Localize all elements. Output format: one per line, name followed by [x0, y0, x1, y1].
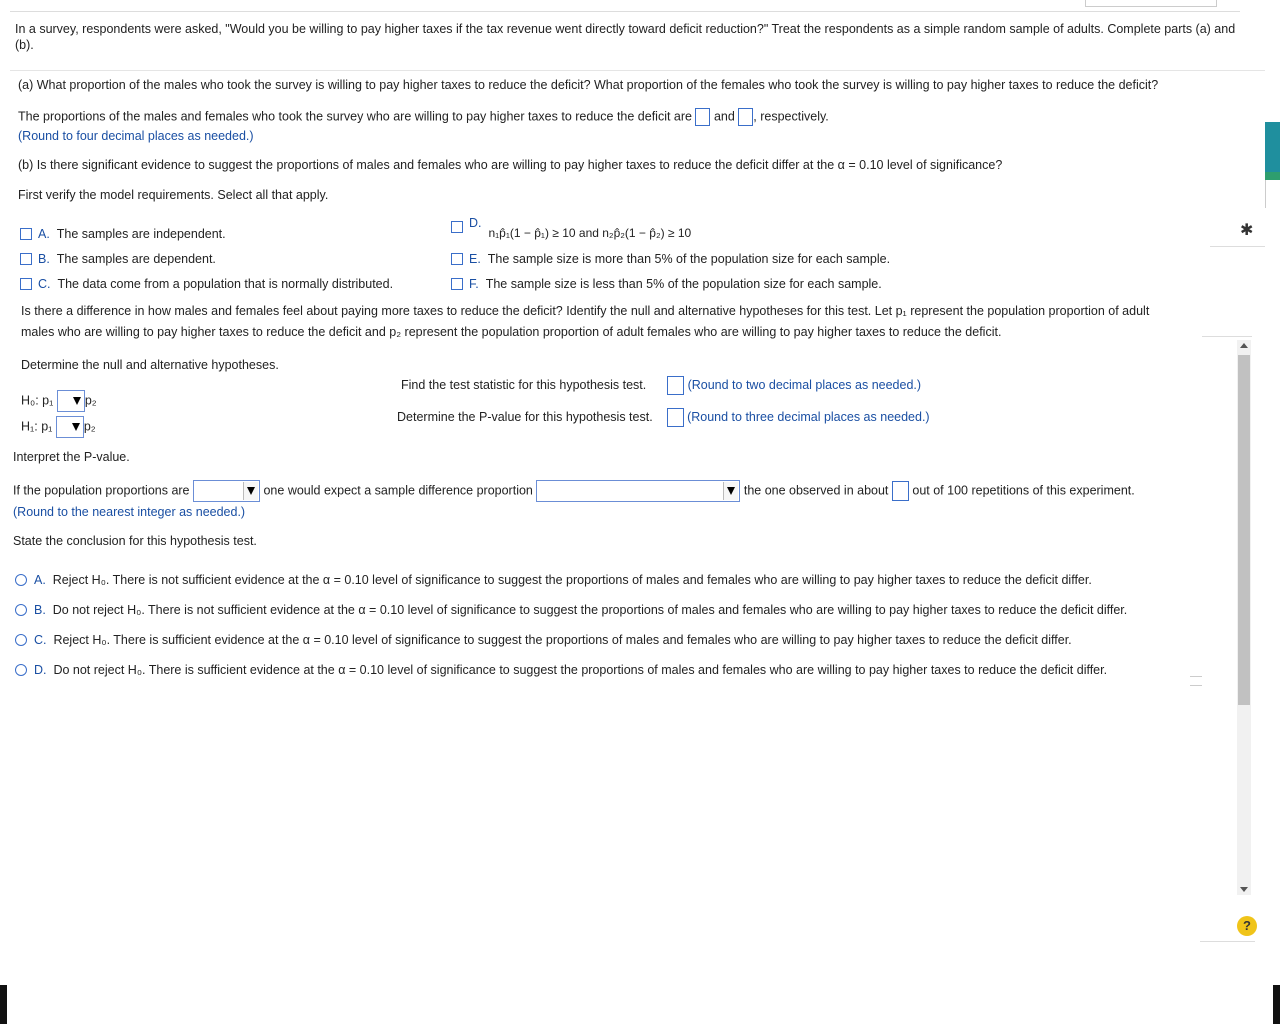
out-of-100-text: out of 100 repetitions of this experiment.	[912, 483, 1135, 498]
chevron-down-icon	[723, 482, 738, 500]
conclusion-a[interactable]	[15, 573, 1092, 587]
option-a[interactable]	[20, 227, 226, 241]
test-statistic-input[interactable]	[667, 376, 684, 395]
side-tab-green	[1265, 172, 1280, 180]
h0-p2: p₂	[84, 393, 97, 408]
bottom-right-edge	[1273, 985, 1280, 1024]
scrollbar-thumb[interactable]	[1238, 355, 1250, 705]
scroll-down-icon[interactable]	[1240, 887, 1248, 892]
top-tab	[1085, 0, 1217, 7]
the-one-observed-text: the one observed in about	[743, 483, 889, 498]
option-d[interactable]	[451, 216, 692, 240]
h0-relation-select[interactable]	[57, 390, 85, 412]
option-f-letter: F.	[469, 277, 479, 291]
interpret-pvalue: Interpret the P-value.	[13, 450, 130, 464]
round-four-note: (Round to four decimal places as needed.)	[18, 129, 254, 143]
state-conclusion: State the conclusion for this hypothesis test.	[13, 534, 257, 548]
test-statistic-row	[401, 376, 921, 395]
option-a-letter: A.	[38, 227, 50, 241]
conclusion-b[interactable]	[15, 603, 1127, 617]
one-would-text: one would expect a sample difference proportion	[263, 483, 533, 498]
option-e-checkbox[interactable]	[451, 253, 463, 265]
conclusion-a-text: Reject H₀. There is not sufficient evidence at the α = 0.10 level of significance to suggest the proportions of males and females who are willing to pay higher taxes to reduce the deficit differ.	[52, 573, 1092, 587]
small-marker	[1190, 676, 1202, 686]
conclusion-a-letter: A.	[34, 573, 46, 587]
option-f[interactable]	[451, 277, 882, 291]
test-statistic-label: Find the test statistic for this hypothesis test.	[401, 377, 647, 392]
option-b-checkbox[interactable]	[20, 253, 32, 265]
h1-p2: p₂	[83, 419, 96, 434]
repetitions-input[interactable]	[892, 481, 909, 501]
option-c[interactable]	[20, 277, 393, 291]
conclusion-c-radio[interactable]	[15, 634, 27, 646]
option-e[interactable]	[451, 252, 890, 266]
option-d-letter: D.	[469, 216, 482, 230]
option-d-checkbox[interactable]	[451, 221, 463, 233]
conclusion-d-radio[interactable]	[15, 664, 27, 676]
test-statistic-round-note: (Round to two decimal places as needed.)	[687, 377, 922, 392]
conclusion-b-radio[interactable]	[15, 604, 27, 616]
option-f-text: The sample size is less than 5% of the population size for each sample.	[485, 277, 882, 291]
intro-text: In a survey, respondents were asked, "Would you be willing to pay higher taxes if the tax revenue went directly toward deficit reduction?" Treat the respondents as a simple random sample of adults. Complete parts (a) and (b).	[15, 22, 1236, 52]
option-a-checkbox[interactable]	[20, 228, 32, 240]
part-a-answer-line	[18, 108, 829, 126]
conclusion-d-text: Do not reject H₀. There is sufficient evidence at the α = 0.10 level of significance to suggest the proportions of males and females who are willing to pay higher taxes to reduce the deficit differ.	[53, 663, 1108, 677]
part-b-question: (b) Is there significant evidence to suggest the proportions of males and females who are willing to pay higher taxes to reduce the deficit differ at the α = 0.10 level of significance?	[18, 158, 1003, 172]
conclusion-b-text: Do not reject H₀. There is not sufficient evidence at the α = 0.10 level of significance to suggest the proportions of males and females who are willing to pay higher taxes to reduce the deficit differ.	[52, 603, 1128, 617]
respectively-text: , respectively.	[753, 109, 829, 124]
h0-row	[21, 390, 97, 412]
difference-comparison-select[interactable]	[536, 480, 740, 502]
side-tab-teal	[1265, 122, 1280, 172]
male-proportion-input[interactable]	[695, 108, 710, 126]
scroll-up-icon[interactable]	[1240, 343, 1248, 348]
pvalue-label: Determine the P-value for this hypothesis test.	[397, 409, 653, 424]
pin-icon[interactable]: ✱	[1240, 222, 1254, 239]
interpretation-row	[13, 480, 1135, 502]
population-equality-select[interactable]	[193, 480, 260, 502]
verify-instructions: First verify the model requirements. Select all that apply.	[18, 188, 329, 202]
pvalue-input[interactable]	[667, 408, 684, 427]
h1-row	[21, 416, 96, 438]
help-icon[interactable]: ?	[1237, 916, 1257, 936]
option-b[interactable]	[20, 252, 216, 266]
option-b-letter: B.	[38, 252, 50, 266]
chevron-down-icon	[71, 392, 83, 410]
difference-question-line1: Is there a difference in how males and females feel about paying more taxes to reduce the deficit? Identify the null and alternative hypotheses for this test. Let p₁ represent the population proportion of adult	[21, 304, 1150, 318]
if-population-text: If the population proportions are	[13, 483, 190, 498]
option-c-letter: C.	[38, 277, 51, 291]
part-a-question: (a) What proportion of the males who took the survey is willing to pay higher taxes to reduce the deficit? What proportion of the females who took the survey is willing to pay higher taxes to reduce the deficit?	[18, 78, 1159, 92]
round-integer-note: (Round to the nearest integer as needed.)	[13, 505, 246, 519]
conclusion-d[interactable]	[15, 663, 1107, 677]
conclusion-c[interactable]	[15, 633, 1072, 647]
option-a-text: The samples are independent.	[56, 227, 226, 241]
and-text: and	[713, 109, 735, 124]
female-proportion-input[interactable]	[738, 108, 753, 126]
conclusion-c-letter: C.	[34, 633, 47, 647]
part-a-sentence: The proportions of the males and females who took the survey who are willing to pay higher taxes to reduce the deficit are	[18, 109, 692, 124]
conclusion-c-text: Reject H₀. There is sufficient evidence at the α = 0.10 level of significance to suggest the proportions of males and females who are willing to pay higher taxes to reduce the deficit differ.	[53, 633, 1072, 647]
side-tab-blank	[1265, 180, 1280, 208]
h0-label: H₀: p₁	[21, 393, 54, 408]
bottom-left-edge	[0, 985, 7, 1024]
option-c-text: The data come from a population that is normally distributed.	[57, 277, 394, 291]
option-b-text: The samples are dependent.	[56, 252, 216, 266]
vertical-scrollbar[interactable]	[1237, 340, 1251, 895]
option-f-checkbox[interactable]	[451, 278, 463, 290]
chevron-down-icon	[243, 482, 258, 500]
option-c-checkbox[interactable]	[20, 278, 32, 290]
h1-label: H₁: p₁	[21, 419, 53, 434]
determine-hypotheses: Determine the null and alternative hypotheses.	[21, 358, 279, 372]
conclusion-a-radio[interactable]	[15, 574, 27, 586]
pvalue-round-note: (Round to three decimal places as needed.)	[687, 409, 930, 424]
chevron-down-icon	[70, 418, 82, 436]
conclusion-b-letter: B.	[34, 603, 46, 617]
difference-question-line2: males who are willing to pay higher taxes to reduce the deficit and p₂ represent the population proportion of adult females who are willing to pay higher taxes to reduce the deficit.	[21, 325, 1002, 339]
pvalue-row	[397, 408, 930, 427]
option-d-text: n₁p̂₁(1 − p̂₁) ≥ 10 and n₂p̂₂(1 − p̂₂) ≥ 10	[488, 226, 692, 240]
option-e-letter: E.	[469, 252, 481, 266]
conclusion-d-letter: D.	[34, 663, 47, 677]
option-e-text: The sample size is more than 5% of the population size for each sample.	[487, 252, 891, 266]
h1-relation-select[interactable]	[56, 416, 84, 438]
